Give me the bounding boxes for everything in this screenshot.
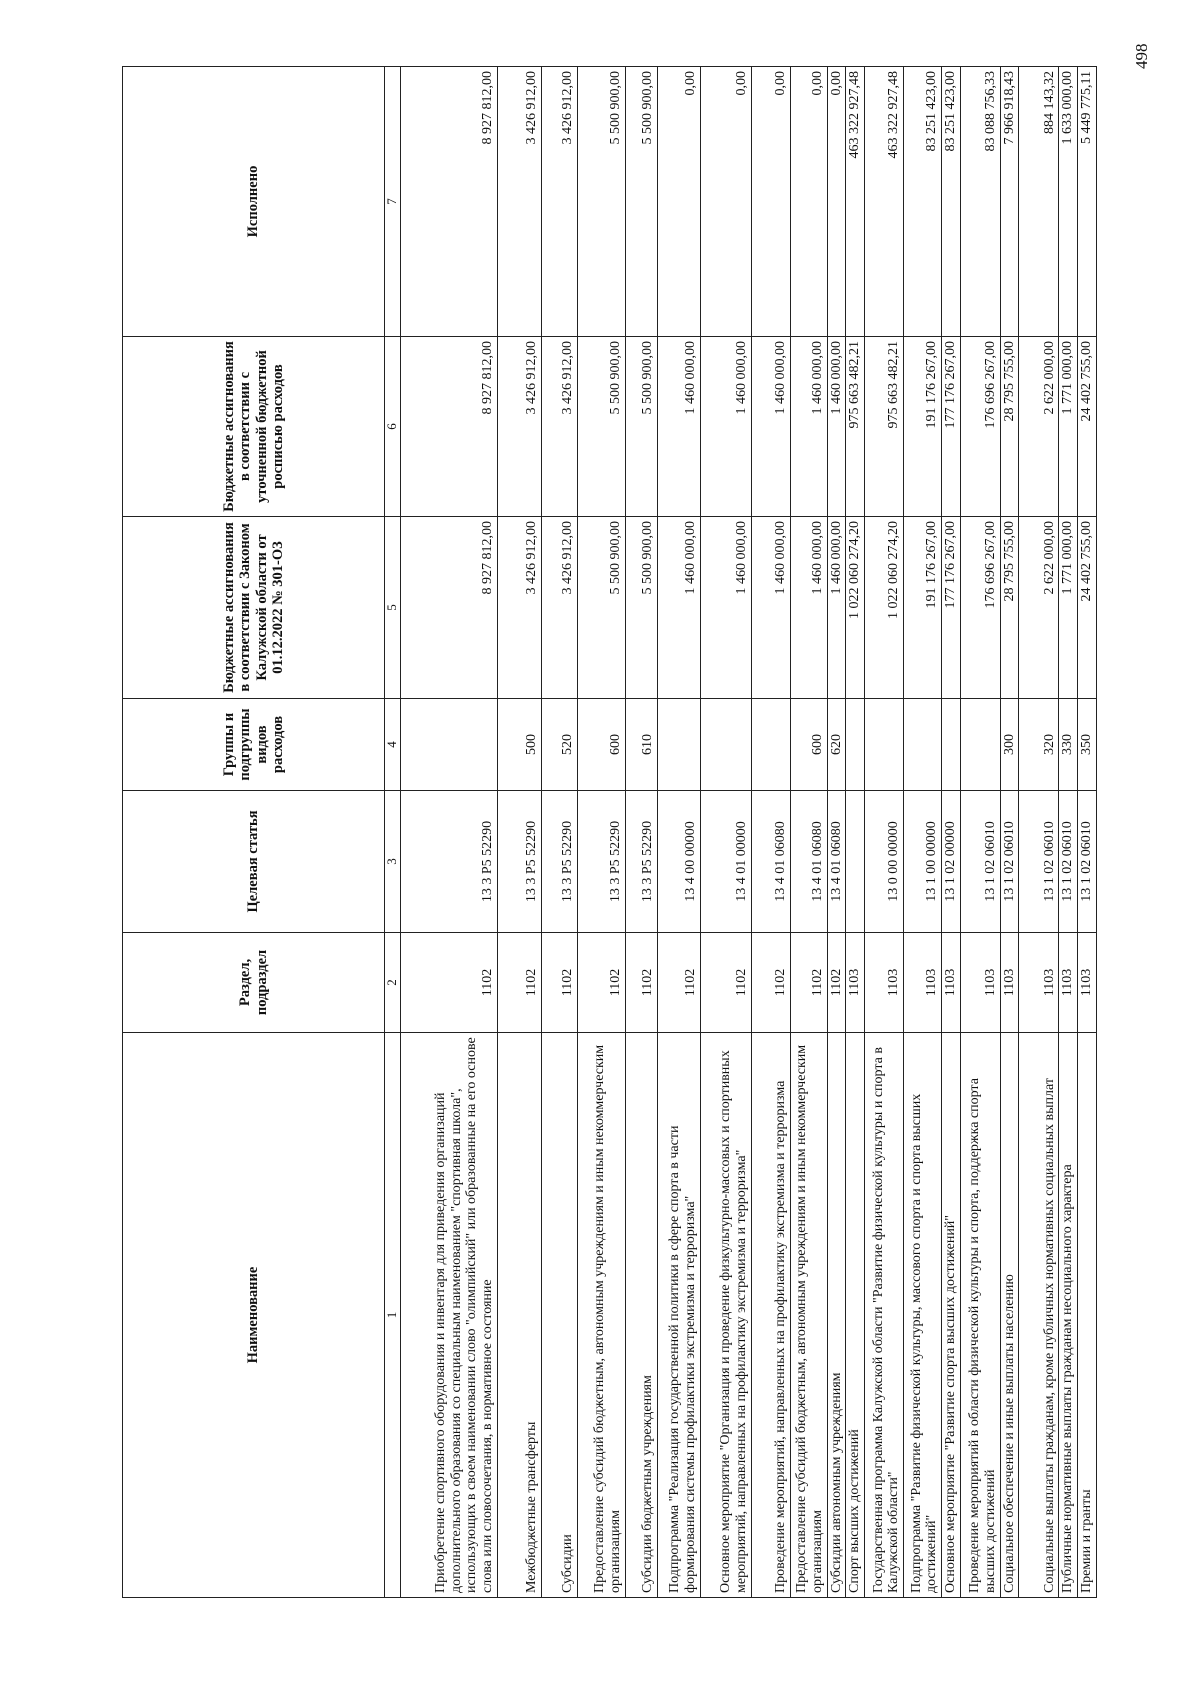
row-law-amount: 1 022 060 274,20 (846, 517, 865, 699)
row-executed-amount: 0,00 (827, 67, 846, 337)
row-name: Субсидии автономным учреждениям (827, 1033, 846, 1598)
row-executed-amount: 3 426 912,00 (541, 67, 577, 337)
row-refined-amount: 1 460 000,00 (751, 337, 790, 517)
table-row (400, 67, 497, 1598)
table-row (541, 67, 577, 1598)
row-article: 13 4 00 00000 (657, 791, 700, 933)
row-group (864, 699, 903, 791)
row-section: 1102 (790, 933, 827, 1033)
row-law-amount: 2 622 000,00 (1019, 517, 1059, 699)
table-row (827, 67, 846, 1598)
row-refined-amount: 1 460 000,00 (827, 337, 846, 517)
row-article: 13 1 00 00000 (903, 791, 941, 933)
row-law-amount: 5 500 900,00 (625, 517, 657, 699)
row-name: Социальное обеспечение и иные выплаты населению (1000, 1033, 1019, 1598)
row-section: 1103 (960, 933, 1000, 1033)
row-section: 1102 (577, 933, 625, 1033)
row-law-amount: 177 176 267,00 (941, 517, 960, 699)
row-article: 13 1 02 06010 (1077, 791, 1096, 933)
row-name: Проведение мероприятий, направленных на профилактику экстремизма и терроризма (751, 1033, 790, 1598)
row-refined-amount: 1 460 000,00 (700, 337, 751, 517)
table-row (700, 67, 751, 1598)
row-name: Подпрограмма "Развитие физической культуры, массового спорта и спорта высших достижений" (903, 1033, 941, 1598)
row-executed-amount: 0,00 (657, 67, 700, 337)
row-group: 330 (1059, 699, 1078, 791)
header-refined: Бюджетные ассигнования в соответствии с уточненной бюджетной росписью расходов (123, 337, 385, 517)
row-group: 500 (497, 699, 541, 791)
row-refined-amount: 3 426 912,00 (541, 337, 577, 517)
column-number: 2 (385, 933, 401, 1033)
row-group: 600 (577, 699, 625, 791)
row-law-amount: 28 795 755,00 (1000, 517, 1019, 699)
table-row (497, 67, 541, 1598)
column-number: 3 (385, 791, 401, 933)
table-row (625, 67, 657, 1598)
row-executed-amount: 0,00 (751, 67, 790, 337)
table-row (1019, 67, 1059, 1598)
row-article: 13 1 02 06010 (1059, 791, 1078, 933)
row-article: 13 0 00 00000 (864, 791, 903, 933)
table-row (1059, 67, 1078, 1598)
row-article: 13 4 01 06080 (790, 791, 827, 933)
row-group: 620 (827, 699, 846, 791)
row-refined-amount: 5 500 900,00 (625, 337, 657, 517)
row-group (941, 699, 960, 791)
row-executed-amount: 884 143,32 (1019, 67, 1059, 337)
budget-table (122, 66, 1097, 1598)
row-law-amount: 191 176 267,00 (903, 517, 941, 699)
row-name: Приобретение спортивного оборудования и инвентаря для приведения организаций дополнительного образования со специальным наименованием "спортивная школа", использующих в своем наименовании слово "олимпийский" или образованные на его основе слова или словосочетания, в нормативное состояние (400, 1033, 497, 1598)
table-row (1000, 67, 1019, 1598)
row-refined-amount: 8 927 812,00 (400, 337, 497, 517)
row-refined-amount: 975 663 482,21 (864, 337, 903, 517)
row-executed-amount: 5 500 900,00 (577, 67, 625, 337)
header-section: Раздел, подраздел (123, 933, 385, 1033)
row-executed-amount: 0,00 (700, 67, 751, 337)
row-section: 1102 (700, 933, 751, 1033)
table-body (400, 67, 1096, 1598)
row-executed-amount: 5 449 775,11 (1077, 67, 1096, 337)
row-executed-amount: 3 426 912,00 (497, 67, 541, 337)
row-article: 13 3 Р5 52290 (541, 791, 577, 933)
row-section: 1103 (1019, 933, 1059, 1033)
row-article: 13 1 02 06010 (1000, 791, 1019, 933)
row-refined-amount: 5 500 900,00 (577, 337, 625, 517)
header-done: Исполнено (123, 67, 385, 337)
row-article: 13 3 Р5 52290 (400, 791, 497, 933)
row-group (657, 699, 700, 791)
row-refined-amount: 177 176 267,00 (941, 337, 960, 517)
header-group: Группы и подгруппы видов расходов (123, 699, 385, 791)
header-law: Бюджетные ассигнования в соответствии с Законом Калужской области от 01.12.2022 № 301-ОЗ (123, 517, 385, 699)
row-section: 1103 (903, 933, 941, 1033)
row-executed-amount: 8 927 812,00 (400, 67, 497, 337)
row-executed-amount: 463 322 927,48 (864, 67, 903, 337)
row-section: 1103 (941, 933, 960, 1033)
row-section: 1102 (625, 933, 657, 1033)
row-section: 1102 (541, 933, 577, 1033)
column-number: 7 (385, 67, 401, 337)
row-law-amount: 3 426 912,00 (497, 517, 541, 699)
row-article: 13 3 Р5 52290 (625, 791, 657, 933)
row-article: 13 3 Р5 52290 (497, 791, 541, 933)
row-name: Предоставление субсидий бюджетным, автономным учреждениям и иным некоммерческим организациям (790, 1033, 827, 1598)
row-article: 13 3 Р5 52290 (577, 791, 625, 933)
table-row (846, 67, 865, 1598)
rotated-table-container (122, 67, 1094, 1598)
header-article: Целевая статья (123, 791, 385, 933)
row-group (700, 699, 751, 791)
row-executed-amount: 7 966 918,43 (1000, 67, 1019, 337)
row-refined-amount: 176 696 267,00 (960, 337, 1000, 517)
column-number-row (385, 67, 401, 1598)
row-executed-amount: 463 322 927,48 (846, 67, 865, 337)
row-law-amount: 1 460 000,00 (827, 517, 846, 699)
row-executed-amount: 83 251 423,00 (903, 67, 941, 337)
header-name: Наименование (123, 1033, 385, 1598)
row-section: 1103 (1000, 933, 1019, 1033)
column-number: 6 (385, 337, 401, 517)
row-article: 13 4 01 00000 (700, 791, 751, 933)
row-executed-amount: 1 633 000,00 (1059, 67, 1078, 337)
row-refined-amount: 28 795 755,00 (1000, 337, 1019, 517)
row-name: Основное мероприятие "Развитие спорта высших достижений" (941, 1033, 960, 1598)
table-row (960, 67, 1000, 1598)
row-law-amount: 3 426 912,00 (541, 517, 577, 699)
row-section: 1102 (497, 933, 541, 1033)
row-name: Государственная программа Калужской области "Развитие физической культуры и спорта в Калужской области" (864, 1033, 903, 1598)
header-row (123, 67, 385, 1598)
row-name: Премии и гранты (1077, 1033, 1096, 1598)
row-group (751, 699, 790, 791)
table-row (657, 67, 700, 1598)
row-section: 1102 (400, 933, 497, 1033)
row-section: 1103 (864, 933, 903, 1033)
row-executed-amount: 0,00 (790, 67, 827, 337)
row-name: Межбюджетные трансферты (497, 1033, 541, 1598)
column-number: 4 (385, 699, 401, 791)
row-law-amount: 1 771 000,00 (1059, 517, 1078, 699)
row-name: Предоставление субсидий бюджетным, автономным учреждениям и иным некоммерческим организациям (577, 1033, 625, 1598)
row-group (846, 699, 865, 791)
row-article (846, 791, 865, 933)
row-name: Субсидии (541, 1033, 577, 1598)
row-name: Основное мероприятие "Организация и проведение физкультурно-массовых и спортивных мероприятий, направленных на профилактику экстремизма и терроризма" (700, 1033, 751, 1598)
row-refined-amount: 1 771 000,00 (1059, 337, 1078, 517)
row-article: 13 4 01 06080 (751, 791, 790, 933)
row-law-amount: 5 500 900,00 (577, 517, 625, 699)
row-group: 610 (625, 699, 657, 791)
row-refined-amount: 191 176 267,00 (903, 337, 941, 517)
row-law-amount: 1 022 060 274,20 (864, 517, 903, 699)
row-group: 350 (1077, 699, 1096, 791)
row-law-amount: 24 402 755,00 (1077, 517, 1096, 699)
table-row (1077, 67, 1096, 1598)
row-group: 320 (1019, 699, 1059, 791)
row-refined-amount: 1 460 000,00 (657, 337, 700, 517)
row-group (960, 699, 1000, 791)
row-law-amount: 1 460 000,00 (790, 517, 827, 699)
row-executed-amount: 83 088 756,33 (960, 67, 1000, 337)
row-refined-amount: 1 460 000,00 (790, 337, 827, 517)
row-name: Публичные нормативные выплаты гражданам несоциального характера (1059, 1033, 1078, 1598)
column-number: 5 (385, 517, 401, 699)
row-section: 1102 (657, 933, 700, 1033)
table-row (864, 67, 903, 1598)
table-row (941, 67, 960, 1598)
table-row (751, 67, 790, 1598)
row-group (903, 699, 941, 791)
row-name: Проведение мероприятий в области физической культуры и спорта, поддержка спорта высших достижений (960, 1033, 1000, 1598)
table-row (790, 67, 827, 1598)
row-law-amount: 1 460 000,00 (751, 517, 790, 699)
row-group (400, 699, 497, 791)
table-row (577, 67, 625, 1598)
row-group: 300 (1000, 699, 1019, 791)
row-article: 13 1 02 06010 (960, 791, 1000, 933)
row-refined-amount: 3 426 912,00 (497, 337, 541, 517)
column-number: 1 (385, 1033, 401, 1598)
row-name: Подпрограмма "Реализация государственной политики в сфере спорта в части формирования системы профилактики экстремизма и терроризма" (657, 1033, 700, 1598)
row-article: 13 4 01 06080 (827, 791, 846, 933)
page-number: 498 (1132, 43, 1151, 69)
row-name: Социальные выплаты гражданам, кроме публичных нормативных социальных выплат (1019, 1033, 1059, 1598)
row-refined-amount: 975 663 482,21 (846, 337, 865, 517)
row-refined-amount: 2 622 000,00 (1019, 337, 1059, 517)
row-law-amount: 1 460 000,00 (700, 517, 751, 699)
row-section: 1103 (1059, 933, 1078, 1033)
row-group: 520 (541, 699, 577, 791)
row-section: 1102 (751, 933, 790, 1033)
row-law-amount: 8 927 812,00 (400, 517, 497, 699)
row-executed-amount: 83 251 423,00 (941, 67, 960, 337)
row-law-amount: 1 460 000,00 (657, 517, 700, 699)
row-name: Субсидии бюджетным учреждениям (625, 1033, 657, 1598)
row-article: 13 1 02 06010 (1019, 791, 1059, 933)
row-executed-amount: 5 500 900,00 (625, 67, 657, 337)
row-name: Спорт высших достижений (846, 1033, 865, 1598)
row-section: 1103 (1077, 933, 1096, 1033)
row-section: 1102 (827, 933, 846, 1033)
row-section: 1103 (846, 933, 865, 1033)
row-group: 600 (790, 699, 827, 791)
row-article: 13 1 02 00000 (941, 791, 960, 933)
table-row (903, 67, 941, 1598)
row-refined-amount: 24 402 755,00 (1077, 337, 1096, 517)
row-law-amount: 176 696 267,00 (960, 517, 1000, 699)
